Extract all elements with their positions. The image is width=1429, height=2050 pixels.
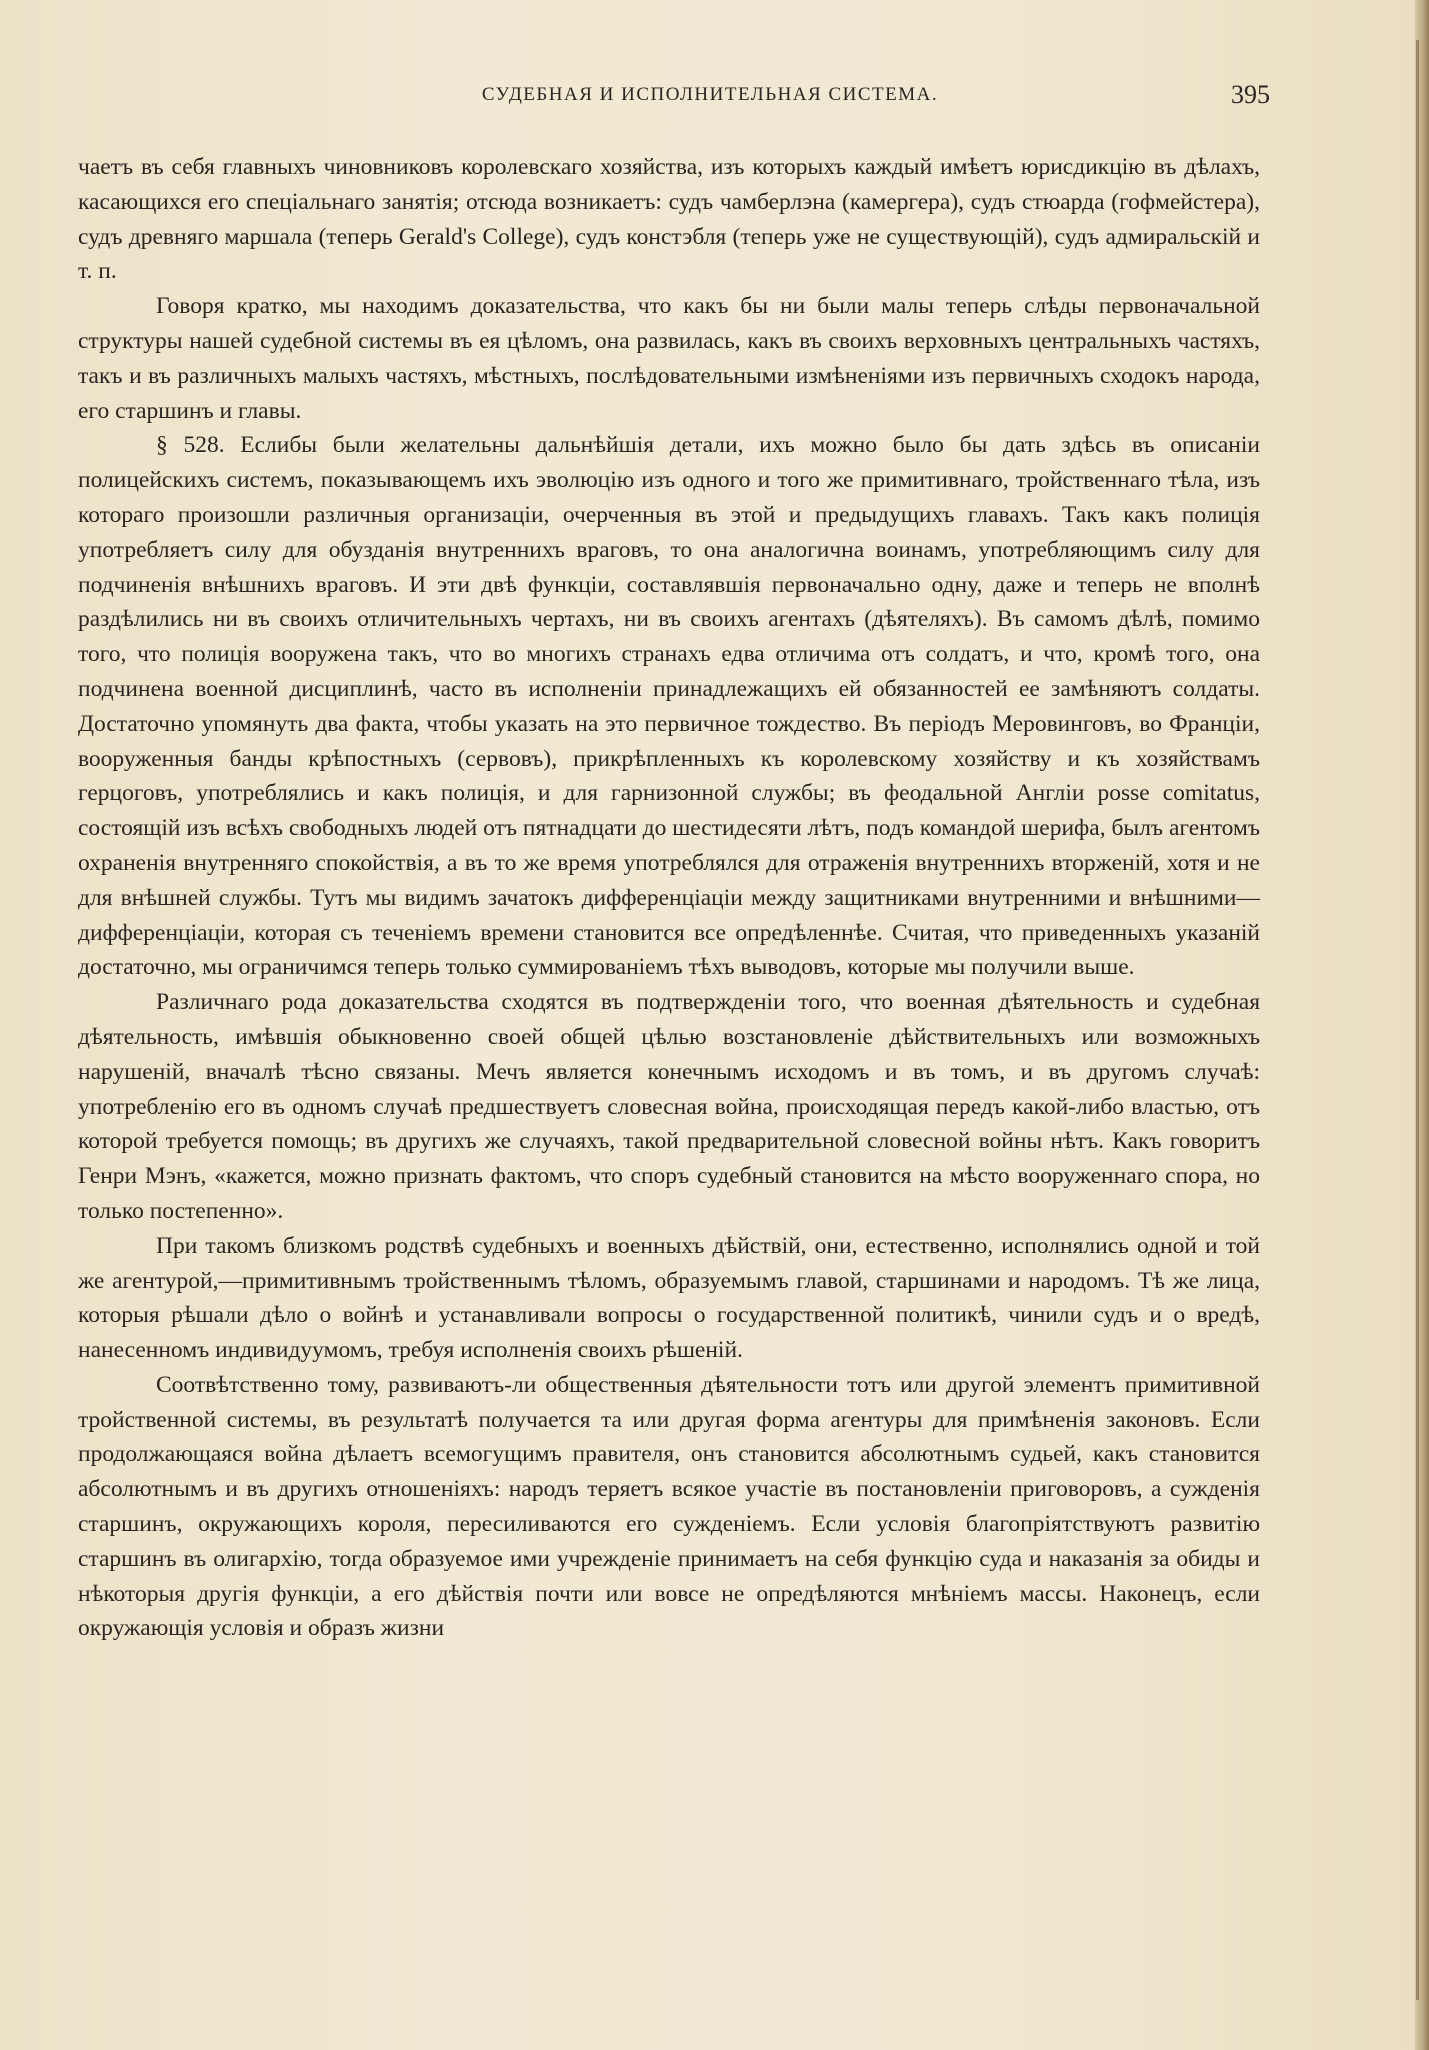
page-number: 395 xyxy=(1231,80,1270,109)
paragraph: § 528. Еслибы были желательны дальнѣйшія детали, ихъ можно было бы дать здѣсь въ описаніи полицейскихъ системъ, показывающемъ ихъ эволюцію изъ одного и того же примитивнаго, тройственнаго тѣла, изъ котораго произошли различныя организаціи, очерченныя въ этой и предыдущихъ главахъ. Такъ какъ полиція употребляетъ силу для обузданія внутреннихъ враговъ, то она аналогична воинамъ, употребляющимъ силу для подчиненія внѣшнихъ враговъ. И эти двѣ функціи, составлявшія первоначально одну, даже и теперь не вполнѣ раздѣлились ни въ своихъ отличительныхъ чертахъ, ни въ своихъ агентахъ (дѣятеляхъ). Въ самомъ дѣлѣ, помимо того, что полиція вооружена такъ, что во многихъ странахъ едва отличима отъ солдатъ, и что, кромѣ того, она подчинена военной дисциплинѣ, часто въ исполненіи принадлежащихъ ей обязанностей ее замѣняютъ солдаты. Достаточно упомянуть два факта, чтобы указать на это первичное тождество. Въ періодъ Меровинговъ, во Франціи, вооруженныя банды крѣпостныхъ (сервовъ), прикрѣпленныхъ къ королевскому хозяйству и къ хозяйствамъ герцоговъ, употреблялись и какъ полиція, и для гарнизонной службы; въ феодальной Англіи posse comitatus, состоящій изъ всѣхъ свободныхъ людей отъ пятнадцати до шестидесяти лѣтъ, подъ командой шерифа, былъ агентомъ охраненія внутренняго спокойствія, а въ то же время употреблялся для отраженія внутреннихъ вторженій, хотя и не для внѣшней службы. Тутъ мы видимъ зачатокъ дифференціаціи между защитниками внутренними и внѣшними—дифференціаціи, которая съ теченіемъ времени становится все опредѣленнѣе. Считая, что приведенныхъ указаній достаточно, мы ограничимся теперь только суммированіемъ тѣхъ выводовъ, которые мы получили выше. xyxy=(78,432,1261,981)
paragraph: При такомъ близкомъ родствѣ судебныхъ и военныхъ дѣйствій, они, естественно, исполнялись одной и той же агентурой,—примитивнымъ тройственнымъ тѣломъ, образуемымъ главой, старшинами и народомъ. Тѣ же лица, которыя рѣшали дѣло о войнѣ и устанавливали вопросы о государственной политикѣ, чинили судъ и о вредѣ, нанесенномъ индивидуумомъ, требуя исполненія своихъ рѣшеній. xyxy=(78,1232,1260,1364)
paragraph: Различнаго рода доказательства сходятся въ подтвержденіи того, что военная дѣятельность и судебная дѣятельность, имѣвшія обыкновенно своей общей цѣлью возстановленіе дѣйствительныхъ или возможныхъ нарушеній, вначалѣ тѣсно связаны. Мечъ является конечнымъ исходомъ и въ томъ, и въ другомъ случаѣ: употребленію его въ одномъ случаѣ предшествуетъ словесная война, происходящая передъ какой-либо властью, отъ которой требуется помощь; въ другихъ же случаяхъ, такой предварительной словесной войны нѣтъ. Какъ говоритъ Генри Мэнъ, «кажется, можно признать фактомъ, что споръ судебный становится на мѣсто вооруженнаго спора, но только постепенно». xyxy=(78,989,1260,1224)
page-header xyxy=(150,80,1270,110)
running-title: СУДЕБНАЯ И ИСПОЛНИТЕЛЬНАЯ СИСТЕМА. xyxy=(481,84,939,105)
paragraph: Соотвѣтственно тому, развиваютъ-ли общественныя дѣятельности тотъ или другой элементъ примитивной тройственной системы, въ результатѣ получается та или другая форма агентуры для примѣненія законовъ. Если продолжающаяся война дѣлаетъ всемогущимъ правителя, онъ становится абсолютнымъ судьей, какъ становится абсолютнымъ и въ другихъ отношеніяхъ: народъ теряетъ всякое участіе въ постановленіи приговоровъ, а сужденія старшинъ, окружающихъ короля, пересиливаются его сужденіемъ. Если условія благопріятствуютъ развитію старшинъ въ олигархію, тогда образуемое ими учрежденіе принимаетъ на себя функцію суда и наказанія за обиды и нѣкоторыя другія функціи, а его дѣйствія почти или вовсе не опредѣляются мнѣніемъ массы. Наконецъ, если окружающія условія и образъ жизни xyxy=(78,1371,1260,1642)
page-edge-line xyxy=(1416,40,1419,2000)
paragraph: чаетъ въ себя главныхъ чиновниковъ королевскаго хозяйства, изъ которыхъ каждый имѣетъ юрисдикцію въ дѣлахъ, касающихся его спеціальнаго занятія; отсюда возникаетъ: судъ чамберлэна (камергера), судъ стюарда (гофмейстера), судъ древняго маршала (теперь Gerald's College), судъ констэбля (теперь уже не существующій), судъ адмиральскій и т. п. xyxy=(78,154,1260,285)
body-text xyxy=(78,150,1260,1646)
paragraph: Говоря кратко, мы находимъ доказательства, что какъ бы ни были малы теперь слѣды первоначальной структуры нашей судебной системы въ ея цѣломъ, она развилась, какъ въ своихъ верховныхъ центральныхъ частяхъ, такъ и въ различныхъ малыхъ частяхъ, мѣстныхъ, послѣдовательными измѣненіями изъ первичныхъ сходокъ народа, его старшинъ и главы. xyxy=(78,293,1260,424)
